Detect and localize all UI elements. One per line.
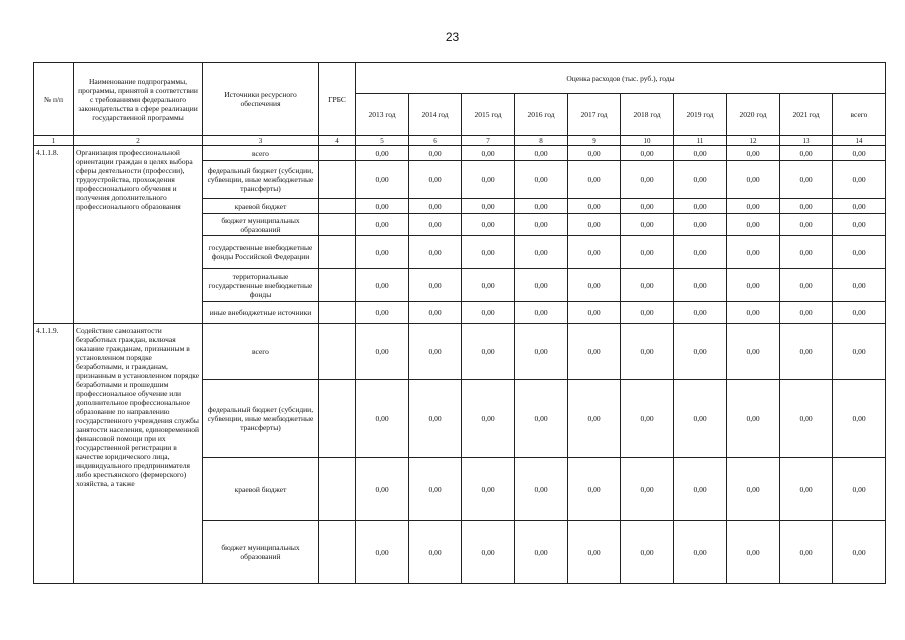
grbs-cell (319, 269, 356, 302)
funding-source: всего (203, 324, 319, 380)
header-estimate-title: Оценка расходов (тыс. руб.), годы (356, 63, 886, 94)
header-year: 2020 год (727, 94, 780, 136)
value-cell: 0,00 (409, 161, 462, 199)
value-cell: 0,00 (674, 214, 727, 236)
column-number: 3 (203, 136, 319, 146)
value-cell: 0,00 (674, 302, 727, 324)
value-cell: 0,00 (727, 161, 780, 199)
value-cell: 0,00 (621, 269, 674, 302)
value-cell: 0,00 (515, 458, 568, 521)
value-cell: 0,00 (409, 302, 462, 324)
value-cell: 0,00 (833, 199, 886, 214)
value-cell: 0,00 (674, 199, 727, 214)
value-cell: 0,00 (780, 458, 833, 521)
header-year: 2016 год (515, 94, 568, 136)
funding-source: бюджет муниципальных образований (203, 214, 319, 236)
header-year: 2021 год (780, 94, 833, 136)
grbs-cell (319, 324, 356, 380)
row-name: Содействие самозанятости безработных граждан, включая оказание гражданам, признанным в установленном порядке безработными, и гражданам, признанным в установленном порядке безработными и прошедшим профессиональное обучение или дополнительное профессиональное образование по направлению государственного учреждения службы занятости населения, единовременной финансовой помощи при их государственной регистрации в качестве юридического лица, индивидуального предпринимателя либо крестьянского (фермерского) хозяйства, а также (74, 324, 203, 584)
grbs-cell (319, 458, 356, 521)
value-cell: 0,00 (833, 269, 886, 302)
value-cell: 0,00 (409, 324, 462, 380)
value-cell: 0,00 (674, 458, 727, 521)
value-cell: 0,00 (727, 199, 780, 214)
value-cell: 0,00 (356, 236, 409, 269)
row-name: Организация профессиональной ориентации граждан в целях выбора сферы деятельности (профессии), трудоустройства, прохождения профессионального обучения и получения дополнительного профессионального образования (74, 146, 203, 324)
value-cell: 0,00 (409, 521, 462, 584)
value-cell: 0,00 (409, 199, 462, 214)
value-cell: 0,00 (621, 214, 674, 236)
value-cell: 0,00 (621, 380, 674, 458)
funding-source: государственные внебюджетные фонды Российской Федерации (203, 236, 319, 269)
value-cell: 0,00 (621, 458, 674, 521)
value-cell: 0,00 (568, 324, 621, 380)
value-cell: 0,00 (568, 214, 621, 236)
value-cell: 0,00 (780, 380, 833, 458)
value-cell: 0,00 (409, 146, 462, 161)
value-cell: 0,00 (727, 458, 780, 521)
value-cell: 0,00 (727, 521, 780, 584)
grbs-cell (319, 199, 356, 214)
value-cell: 0,00 (356, 302, 409, 324)
funding-source: федеральный бюджет (субсидии, субвенции, иные межбюджетные трансферты) (203, 161, 319, 199)
value-cell: 0,00 (409, 214, 462, 236)
value-cell: 0,00 (780, 269, 833, 302)
column-number: 2 (74, 136, 203, 146)
value-cell: 0,00 (462, 146, 515, 161)
value-cell: 0,00 (568, 302, 621, 324)
value-cell: 0,00 (727, 302, 780, 324)
column-number: 11 (674, 136, 727, 146)
grbs-cell (319, 146, 356, 161)
expense-estimate-table (33, 62, 886, 584)
header-year: 2018 год (621, 94, 674, 136)
header-year: 2014 год (409, 94, 462, 136)
value-cell: 0,00 (727, 269, 780, 302)
grbs-cell (319, 302, 356, 324)
value-cell: 0,00 (621, 302, 674, 324)
header-year: 2017 год (568, 94, 621, 136)
value-cell: 0,00 (356, 146, 409, 161)
value-cell: 0,00 (462, 302, 515, 324)
column-number: 8 (515, 136, 568, 146)
value-cell: 0,00 (356, 214, 409, 236)
value-cell: 0,00 (409, 458, 462, 521)
value-cell: 0,00 (462, 324, 515, 380)
value-cell: 0,00 (674, 269, 727, 302)
value-cell: 0,00 (780, 146, 833, 161)
value-cell: 0,00 (409, 380, 462, 458)
page-number: 23 (445, 30, 460, 44)
row-code: 4.1.1.9. (34, 324, 74, 584)
row-code: 4.1.1.8. (34, 146, 74, 324)
value-cell: 0,00 (568, 236, 621, 269)
funding-source: иные внебюджетные источники (203, 302, 319, 324)
value-cell: 0,00 (462, 380, 515, 458)
column-number: 9 (568, 136, 621, 146)
value-cell: 0,00 (409, 269, 462, 302)
value-cell: 0,00 (780, 236, 833, 269)
header-name: Наименование подпрограммы, программы, принятой в соответствии с требованиями федерального законодательства в сфере реализации государственной программы (74, 63, 203, 136)
funding-source: краевой бюджет (203, 199, 319, 214)
funding-source: краевой бюджет (203, 458, 319, 521)
value-cell: 0,00 (462, 236, 515, 269)
column-number: 1 (34, 136, 74, 146)
funding-source: федеральный бюджет (субсидии, субвенции, иные межбюджетные трансферты) (203, 380, 319, 458)
value-cell: 0,00 (568, 521, 621, 584)
value-cell: 0,00 (515, 161, 568, 199)
value-cell: 0,00 (674, 236, 727, 269)
value-cell: 0,00 (780, 302, 833, 324)
value-cell: 0,00 (674, 161, 727, 199)
table-row (34, 146, 886, 161)
column-number: 4 (319, 136, 356, 146)
funding-source: всего (203, 146, 319, 161)
value-cell: 0,00 (780, 324, 833, 380)
column-number: 6 (409, 136, 462, 146)
value-cell: 0,00 (356, 199, 409, 214)
column-number: 12 (727, 136, 780, 146)
value-cell: 0,00 (356, 324, 409, 380)
grbs-cell (319, 521, 356, 584)
value-cell: 0,00 (621, 236, 674, 269)
value-cell: 0,00 (621, 199, 674, 214)
value-cell: 0,00 (833, 324, 886, 380)
value-cell: 0,00 (780, 521, 833, 584)
header-grbs: ГРБС (319, 63, 356, 136)
value-cell: 0,00 (727, 214, 780, 236)
value-cell: 0,00 (515, 324, 568, 380)
value-cell: 0,00 (833, 458, 886, 521)
column-number: 5 (356, 136, 409, 146)
column-number: 14 (833, 136, 886, 146)
value-cell: 0,00 (833, 161, 886, 199)
value-cell: 0,00 (621, 324, 674, 380)
value-cell: 0,00 (515, 146, 568, 161)
value-cell: 0,00 (568, 199, 621, 214)
value-cell: 0,00 (515, 380, 568, 458)
header-year: 2019 год (674, 94, 727, 136)
table-row (34, 324, 886, 380)
header-year: 2013 год (356, 94, 409, 136)
value-cell: 0,00 (568, 146, 621, 161)
grbs-cell (319, 236, 356, 269)
value-cell: 0,00 (356, 458, 409, 521)
value-cell: 0,00 (515, 269, 568, 302)
grbs-cell (319, 380, 356, 458)
value-cell: 0,00 (833, 214, 886, 236)
value-cell: 0,00 (568, 458, 621, 521)
value-cell: 0,00 (568, 380, 621, 458)
value-cell: 0,00 (833, 146, 886, 161)
value-cell: 0,00 (462, 199, 515, 214)
funding-source: бюджет муниципальных образований (203, 521, 319, 584)
value-cell: 0,00 (674, 146, 727, 161)
value-cell: 0,00 (833, 521, 886, 584)
value-cell: 0,00 (515, 302, 568, 324)
value-cell: 0,00 (568, 269, 621, 302)
value-cell: 0,00 (727, 146, 780, 161)
value-cell: 0,00 (356, 161, 409, 199)
value-cell: 0,00 (462, 161, 515, 199)
column-number: 7 (462, 136, 515, 146)
value-cell: 0,00 (780, 161, 833, 199)
value-cell: 0,00 (409, 236, 462, 269)
funding-source: территориальные государственные внебюджетные фонды (203, 269, 319, 302)
value-cell: 0,00 (780, 199, 833, 214)
value-cell: 0,00 (621, 161, 674, 199)
value-cell: 0,00 (674, 521, 727, 584)
value-cell: 0,00 (515, 521, 568, 584)
grbs-cell (319, 214, 356, 236)
value-cell: 0,00 (356, 521, 409, 584)
value-cell: 0,00 (356, 380, 409, 458)
value-cell: 0,00 (674, 324, 727, 380)
value-cell: 0,00 (727, 236, 780, 269)
value-cell: 0,00 (356, 269, 409, 302)
value-cell: 0,00 (462, 521, 515, 584)
column-number: 10 (621, 136, 674, 146)
grbs-cell (319, 161, 356, 199)
value-cell: 0,00 (621, 146, 674, 161)
value-cell: 0,00 (462, 269, 515, 302)
value-cell: 0,00 (833, 302, 886, 324)
value-cell: 0,00 (462, 214, 515, 236)
value-cell: 0,00 (621, 521, 674, 584)
value-cell: 0,00 (515, 199, 568, 214)
value-cell: 0,00 (833, 236, 886, 269)
value-cell: 0,00 (727, 324, 780, 380)
header-num: № п/п (34, 63, 74, 136)
value-cell: 0,00 (515, 236, 568, 269)
value-cell: 0,00 (727, 380, 780, 458)
value-cell: 0,00 (833, 380, 886, 458)
header-year: всего (833, 94, 886, 136)
value-cell: 0,00 (674, 380, 727, 458)
header-source: Источники ресурсного обеспечения (203, 63, 319, 136)
value-cell: 0,00 (780, 214, 833, 236)
column-number: 13 (780, 136, 833, 146)
value-cell: 0,00 (568, 161, 621, 199)
header-year: 2015 год (462, 94, 515, 136)
value-cell: 0,00 (462, 458, 515, 521)
value-cell: 0,00 (515, 214, 568, 236)
